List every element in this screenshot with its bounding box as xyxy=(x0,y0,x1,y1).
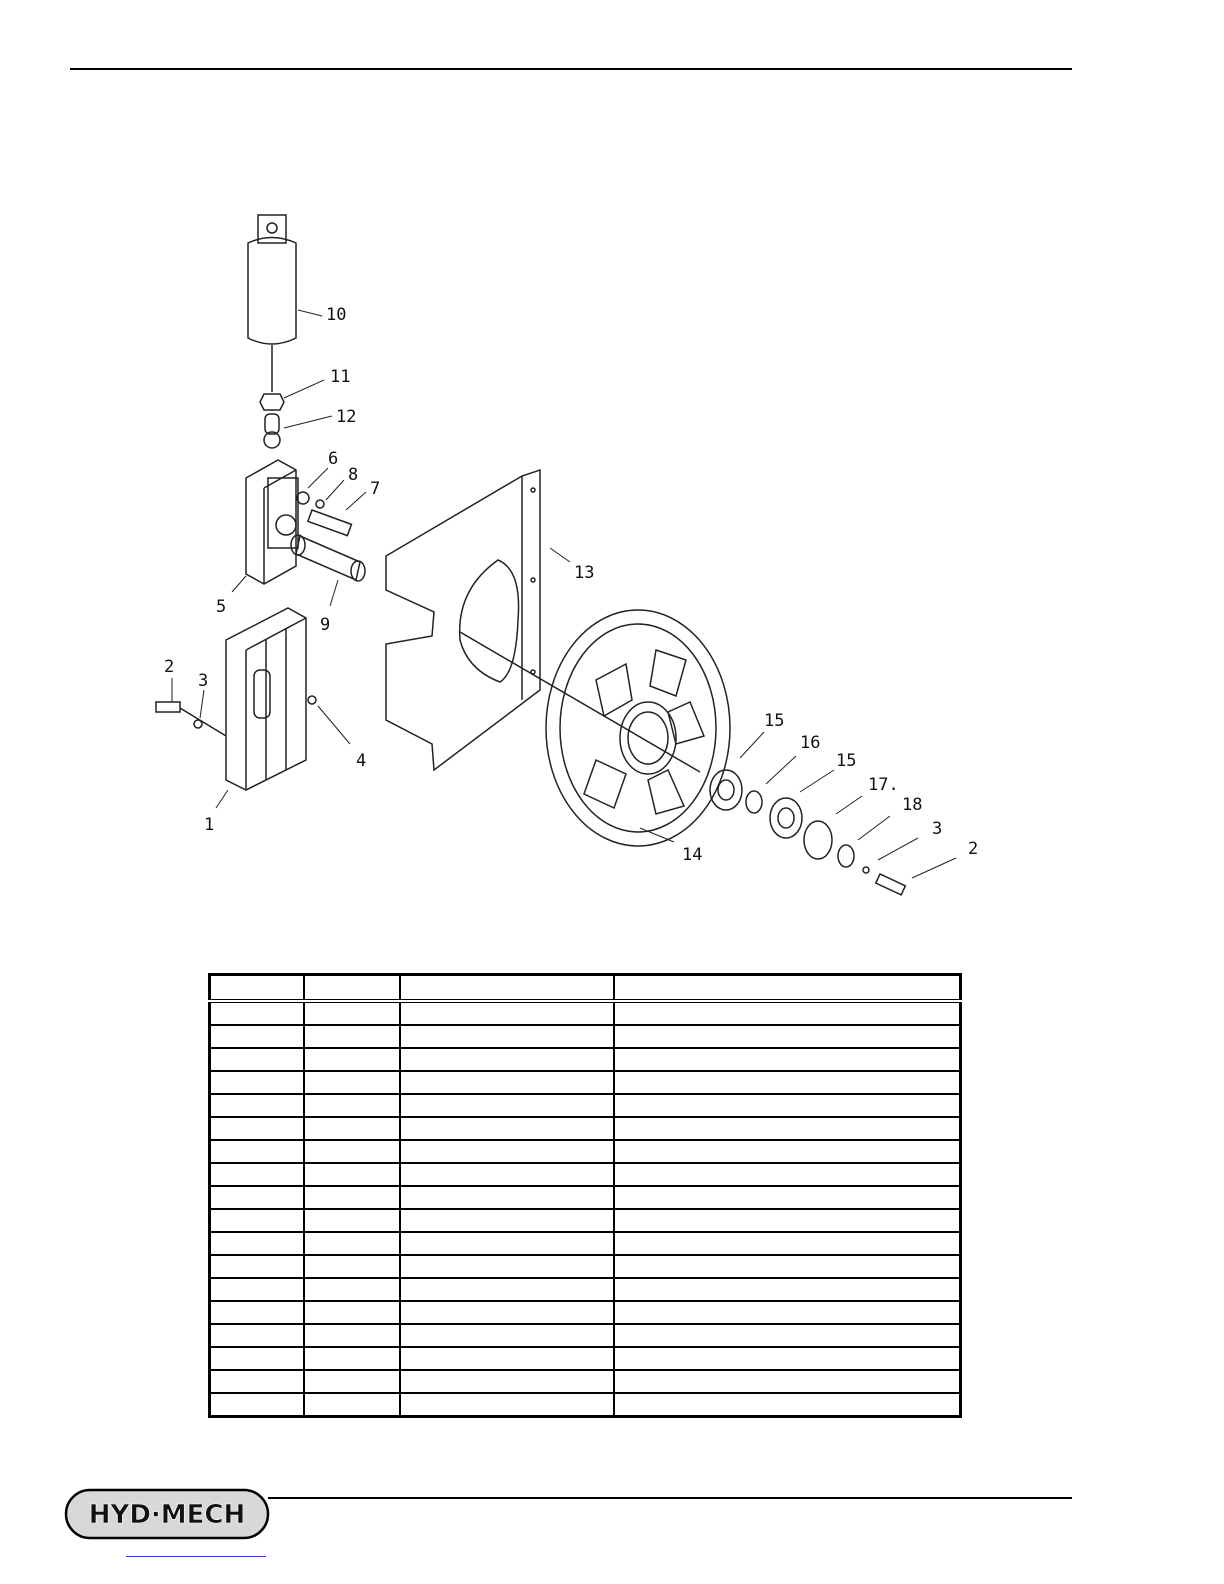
table-row xyxy=(210,1071,961,1094)
table-cell xyxy=(210,1370,304,1393)
table-row xyxy=(210,1393,961,1417)
callout-11: 11 xyxy=(330,367,351,387)
table-cell xyxy=(304,1370,400,1393)
table-cell xyxy=(304,1347,400,1370)
callout-5: 5 xyxy=(216,597,227,617)
table-cell xyxy=(614,1117,961,1140)
table-row xyxy=(210,1117,961,1140)
table-cell xyxy=(210,1324,304,1347)
callout-16: 16 xyxy=(800,733,821,753)
table-cell xyxy=(614,1071,961,1094)
table-cell xyxy=(614,1324,961,1347)
spacer-part xyxy=(746,791,762,813)
table-cell xyxy=(304,1025,400,1048)
table-cell xyxy=(304,1232,400,1255)
table-cell xyxy=(304,1048,400,1071)
parts-list-table xyxy=(208,973,962,1418)
table-cell xyxy=(210,1255,304,1278)
table-row xyxy=(210,1048,961,1071)
lower-slide-block-part xyxy=(226,608,306,790)
table-cell xyxy=(400,1001,614,1025)
table-cell xyxy=(210,1048,304,1071)
table-row xyxy=(210,1140,961,1163)
footer-link-underline[interactable] xyxy=(126,1556,266,1557)
header-cell xyxy=(210,975,304,1002)
callout-9: 9 xyxy=(320,615,331,635)
table-row xyxy=(210,1163,961,1186)
washer-part xyxy=(838,845,854,867)
table-cell xyxy=(400,1025,614,1048)
table-cell xyxy=(614,1048,961,1071)
table-cell xyxy=(400,1324,614,1347)
table-row xyxy=(210,1186,961,1209)
table-cell xyxy=(400,1094,614,1117)
callout-17: 17. xyxy=(868,775,899,795)
table-cell xyxy=(210,1278,304,1301)
table-cell xyxy=(400,1071,614,1094)
table-cell xyxy=(304,1324,400,1347)
table-cell xyxy=(304,1255,400,1278)
table-cell xyxy=(210,1094,304,1117)
bearing-part xyxy=(770,798,802,838)
table-cell xyxy=(614,1301,961,1324)
table-cell xyxy=(210,1071,304,1094)
table-cell xyxy=(210,1140,304,1163)
table-cell xyxy=(304,1186,400,1209)
washer-part xyxy=(297,492,309,504)
table-row xyxy=(210,1278,961,1301)
table-cell xyxy=(210,1117,304,1140)
callout-10: 10 xyxy=(326,305,347,325)
bearing-part xyxy=(710,770,742,810)
table-row xyxy=(210,1001,961,1025)
bottom-rule xyxy=(268,1497,1072,1499)
table-header-row xyxy=(210,975,961,1002)
table-cell xyxy=(210,1209,304,1232)
table-cell xyxy=(400,1347,614,1370)
upper-bracket-part xyxy=(246,460,298,584)
table-cell xyxy=(210,1025,304,1048)
wheel-part xyxy=(460,610,730,846)
table-cell xyxy=(614,1347,961,1370)
table-cell xyxy=(304,1140,400,1163)
header-cell xyxy=(304,975,400,1002)
callout-2-left: 2 xyxy=(164,657,175,677)
callout-1: 1 xyxy=(204,815,215,835)
callout-14: 14 xyxy=(682,845,703,865)
table-cell xyxy=(400,1117,614,1140)
table-cell xyxy=(210,1163,304,1186)
table-cell xyxy=(210,1001,304,1025)
table-cell xyxy=(400,1393,614,1417)
table-cell xyxy=(400,1255,614,1278)
callout-15-first: 15 xyxy=(764,711,785,731)
callout-8: 8 xyxy=(348,465,359,485)
table-cell xyxy=(614,1001,961,1025)
callout-6: 6 xyxy=(328,449,339,469)
table-cell xyxy=(614,1025,961,1048)
cylinder-part xyxy=(248,215,296,392)
table-row xyxy=(210,1232,961,1255)
table-cell xyxy=(614,1393,961,1417)
table-cell xyxy=(400,1370,614,1393)
table-cell xyxy=(614,1232,961,1255)
table-cell xyxy=(304,1278,400,1301)
header-cell xyxy=(400,975,614,1002)
bolt-part xyxy=(308,510,352,536)
table-cell xyxy=(210,1301,304,1324)
nut-part xyxy=(260,394,284,410)
header-cell xyxy=(614,975,961,1002)
callout-3-left: 3 xyxy=(198,671,209,691)
table-cell xyxy=(614,1278,961,1301)
table-cell xyxy=(400,1209,614,1232)
table-cell xyxy=(614,1163,961,1186)
table-cell xyxy=(614,1140,961,1163)
snap-ring-part xyxy=(804,821,832,859)
table-cell xyxy=(400,1048,614,1071)
table-row xyxy=(210,1347,961,1370)
callout-3-right: 3 xyxy=(932,819,943,839)
table-cell xyxy=(614,1209,961,1232)
mounting-plate-part xyxy=(386,470,540,770)
logo-text: HYD·MECH xyxy=(88,1500,246,1530)
callout-15-second: 15 xyxy=(836,751,857,771)
table-row xyxy=(210,1301,961,1324)
table-cell xyxy=(304,1209,400,1232)
table-cell xyxy=(614,1255,961,1278)
rod-end-part xyxy=(265,414,279,434)
hyd-mech-logo xyxy=(64,1488,270,1540)
table-row xyxy=(210,1324,961,1347)
table-cell xyxy=(400,1186,614,1209)
callout-12: 12 xyxy=(336,407,357,427)
table-row xyxy=(210,1370,961,1393)
table-cell xyxy=(304,1117,400,1140)
table-cell xyxy=(304,1393,400,1417)
table-cell xyxy=(304,1001,400,1025)
table-row xyxy=(210,1025,961,1048)
table-cell xyxy=(614,1186,961,1209)
table-cell xyxy=(304,1071,400,1094)
table-cell xyxy=(210,1186,304,1209)
table-row xyxy=(210,1255,961,1278)
callout-18: 18 xyxy=(902,795,923,815)
table-row xyxy=(210,1094,961,1117)
table-cell xyxy=(304,1301,400,1324)
bolt-part xyxy=(156,702,180,712)
pin-part xyxy=(291,535,365,581)
table-cell xyxy=(614,1370,961,1393)
table-cell xyxy=(400,1278,614,1301)
bolt-part xyxy=(876,874,906,895)
callout-13: 13 xyxy=(574,563,595,583)
table-cell xyxy=(304,1163,400,1186)
table-cell xyxy=(400,1301,614,1324)
table-cell xyxy=(400,1232,614,1255)
table-cell xyxy=(210,1347,304,1370)
table-cell xyxy=(400,1163,614,1186)
table-cell xyxy=(304,1094,400,1117)
callout-7: 7 xyxy=(370,479,381,499)
table-cell xyxy=(400,1140,614,1163)
callout-4: 4 xyxy=(356,751,367,771)
table-cell xyxy=(210,1393,304,1417)
table-cell xyxy=(210,1232,304,1255)
table-cell xyxy=(614,1094,961,1117)
callout-2-right: 2 xyxy=(968,839,979,859)
table-row xyxy=(210,1209,961,1232)
